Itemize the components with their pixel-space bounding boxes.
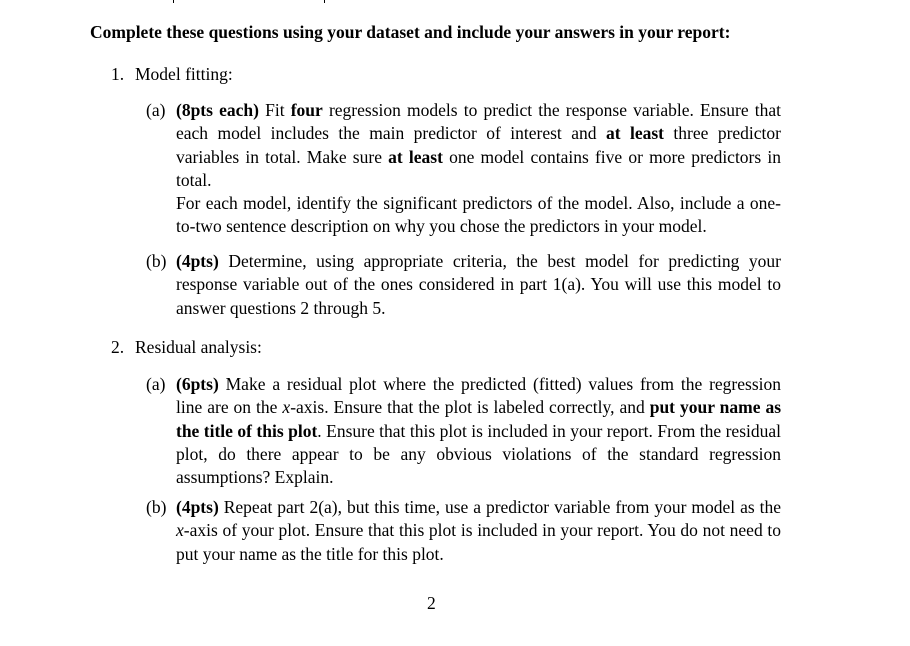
question-number: 1. [111,64,125,84]
question-number: 2. [111,337,125,357]
part-label: (b) [146,497,167,517]
document-page [90,20,790,564]
part-label: (a) [146,100,166,120]
cropped-text-mark [173,0,174,3]
points-label: (4pts) [176,251,219,271]
question-1b [146,250,781,320]
cropped-text-mark [324,0,325,3]
question-2b [146,496,781,566]
part-paragraph: (6pts) Make a residual plot where the predicted (fitted) values from the regression line are on the x-axis. Ensure that the plot is labeled correctly, and put your name as the title of this plot. Ensure that this plot is included in your report. From the residual plot, do there appear to be any obvious violations of the standard regression assumptions? Explain. [176,374,782,488]
math-x: x [282,397,291,418]
points-label: (6pts) [176,374,219,394]
part-paragraph: For each model, identify the significant predictors of the model. Also, include a one-to-two sentence description on why you chose the predictors in your model. [176,193,781,237]
part-paragraph: (4pts) Determine, using appropriate criteria, the best model for predicting your response variable out of the ones considered in part 1(a). You will use this model to answer questions 2 through 5. [176,251,781,318]
points-label: (8pts each) [176,100,259,120]
instructions-heading: Complete these questions using your dataset and include your answers in your report: [90,22,731,42]
part-label: (b) [146,251,167,271]
part-body [176,496,781,566]
part-label: (a) [146,374,166,394]
part-body [176,99,781,239]
question-title: Residual analysis: [135,337,262,357]
part-body [176,250,781,320]
question-1a [146,99,781,239]
points-label: (4pts) [176,497,219,517]
math-x: x [176,520,184,541]
part-paragraph: (8pts each) Fit four regression models to predict the response variable. Ensure that each model includes the main predictor of interest and at least three predictor variables in total. Make sure at least one model contains five or more predictors in total. [176,100,781,190]
part-paragraph: (4pts) Repeat part 2(a), but this time, use a predictor variable from your model as the x-axis of your plot. Ensure that this plot is included in your report. You do not need to put your name as the title for this plot. [176,497,781,564]
part-body [176,373,781,489]
question-title: Model fitting: [135,64,233,84]
page-number: 2 [427,593,436,613]
question-2a [146,373,781,489]
